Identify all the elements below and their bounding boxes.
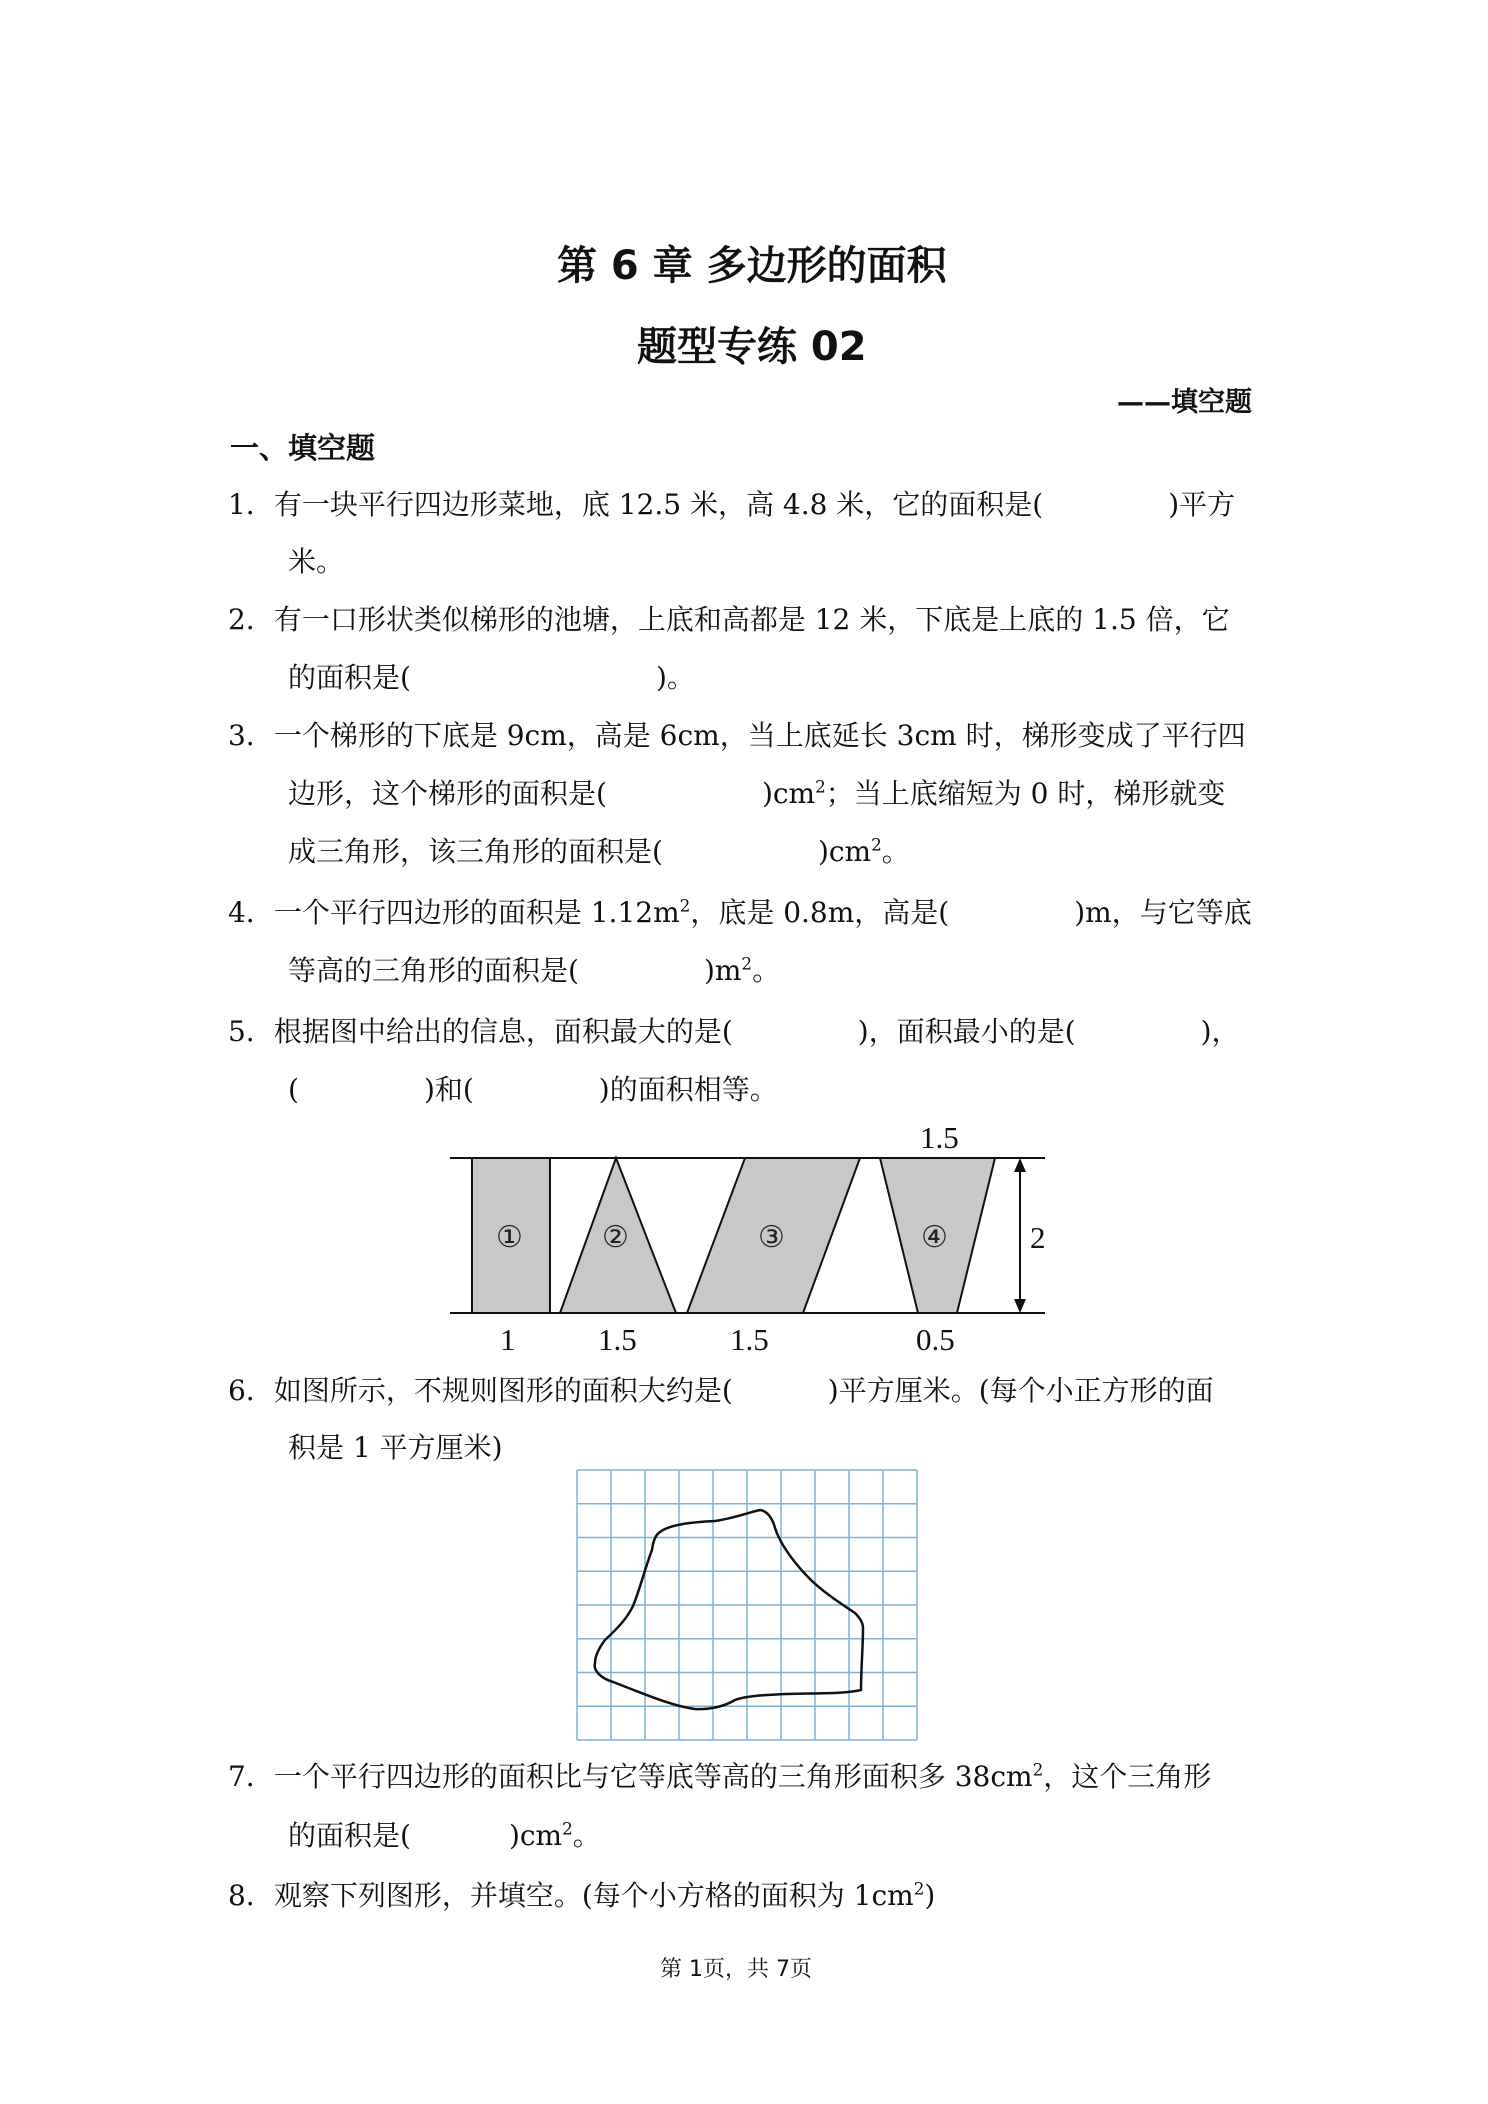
arrow-head-top (1014, 1158, 1026, 1172)
question-text: 的面积是( (288, 1819, 411, 1852)
top-label: 1.5 (920, 1120, 959, 1155)
question-text: 有一口形状类似梯形的池塘，上底和高都是 12 米，下底是上底的 1.5 倍，它 (273, 603, 1230, 636)
question-text: )， (1200, 1015, 1240, 1048)
superscript: 2 (815, 776, 826, 797)
chapter-title: 第 6 章 多边形的面积 (557, 243, 947, 289)
question-number: 6． (228, 1374, 274, 1407)
superscript: 2 (1032, 1759, 1044, 1780)
question-text: )的面积相等。 (598, 1073, 778, 1106)
bottom-label: 1.5 (730, 1322, 769, 1357)
grid-lines (577, 1470, 917, 1740)
question-text: 。 (752, 954, 781, 987)
question-5 (228, 1012, 1240, 1052)
question-4 (228, 893, 1252, 933)
bottom-label: 1.5 (598, 1322, 637, 1357)
worksheet-subtitle: 题型专练 02 (637, 324, 867, 370)
question-text: ( (288, 1073, 299, 1106)
question-text: )平方厘米。(每个小正方形的面 (827, 1374, 1214, 1407)
question-text: 的面积是( (288, 661, 411, 694)
question-3-cont (288, 774, 1225, 814)
question-number: 4． (228, 896, 274, 929)
question-text: ，底是 0.8m，高是( (690, 896, 950, 929)
question-text: 一个梯形的下底是 9cm，高是 6cm，当上底延长 3cm 时，梯形变成了平行四 (273, 719, 1246, 752)
question-number: 3． (228, 719, 274, 752)
figure-6-grid (575, 1468, 920, 1743)
question-text: )，面积最小的是( (857, 1015, 1076, 1048)
page-footer: 第 1页，共 7页 (660, 1957, 812, 1982)
question-text: )平方 (1168, 488, 1236, 521)
question-text: )m，与它等底 (1074, 896, 1252, 929)
superscript: 2 (562, 1818, 573, 1839)
shape-label: ② (602, 1220, 629, 1255)
shape-label: ① (496, 1220, 523, 1255)
question-1-cont: 米。 (288, 545, 345, 578)
figure-5-shapes (440, 1118, 1080, 1358)
superscript: 2 (741, 953, 753, 974)
question-number: 8． (228, 1879, 274, 1912)
question-text: 一个平行四边形的面积比与它等底等高的三角形面积多 38cm (273, 1760, 1033, 1793)
question-text: ，这个三角形 (1043, 1760, 1212, 1793)
question-6 (228, 1371, 1214, 1411)
question-number: 5． (228, 1015, 274, 1048)
question-text: 成三角形，该三角形的面积是( (288, 835, 663, 868)
question-6-cont: 积是 1 平方厘米) (288, 1431, 503, 1464)
bottom-label: 1 (500, 1322, 516, 1357)
superscript: 2 (679, 895, 691, 916)
question-text: )和( (423, 1073, 474, 1106)
question-3 (228, 716, 1246, 756)
question-text: 有一块平行四边形菜地，底 12.5 米，高 4.8 米，它的面积是( (273, 488, 1044, 521)
question-text: 如图所示，不规则图形的面积大约是( (273, 1374, 733, 1407)
superscript: 2 (913, 1878, 925, 1899)
question-number: 1． (228, 488, 274, 521)
question-text: )cm (817, 835, 872, 868)
irregular-shape (595, 1510, 863, 1709)
question-7 (228, 1757, 1211, 1797)
question-text: )m (703, 954, 742, 987)
question-4-cont (288, 951, 780, 991)
question-1 (228, 485, 1235, 525)
question-text: )cm (761, 777, 816, 810)
question-number: 7． (228, 1760, 274, 1793)
shape-label: ③ (758, 1220, 785, 1255)
question-2 (228, 600, 1230, 640)
question-7-cont (288, 1816, 601, 1856)
question-text: 边形，这个梯形的面积是( (288, 777, 607, 810)
question-text: ) (924, 1879, 936, 1912)
question-3-cont2 (288, 832, 910, 872)
question-text: 等高的三角形的面积是( (288, 954, 579, 987)
question-text: 一个平行四边形的面积是 1.12m (273, 896, 680, 929)
bottom-label: 0.5 (916, 1322, 955, 1357)
question-text: 。 (881, 835, 910, 868)
question-8 (228, 1876, 935, 1916)
question-text: )。 (655, 661, 695, 694)
shape-label: ④ (921, 1220, 948, 1255)
superscript: 2 (871, 834, 882, 855)
question-text: 根据图中给出的信息，面积最大的是( (273, 1015, 733, 1048)
question-2-cont (288, 658, 695, 698)
question-text: )cm (508, 1819, 563, 1852)
question-5-cont (288, 1070, 778, 1110)
question-text: 观察下列图形，并填空。(每个小方格的面积为 1cm (273, 1879, 914, 1912)
question-type-tag: ——填空题 (1117, 387, 1252, 418)
question-text: 。 (572, 1819, 601, 1852)
question-text: ；当上底缩短为 0 时，梯形就变 (825, 777, 1226, 810)
height-label: 2 (1030, 1220, 1046, 1255)
section-title: 一、填空题 (230, 431, 376, 465)
arrow-head-bottom (1014, 1299, 1026, 1313)
question-number: 2． (228, 603, 274, 636)
